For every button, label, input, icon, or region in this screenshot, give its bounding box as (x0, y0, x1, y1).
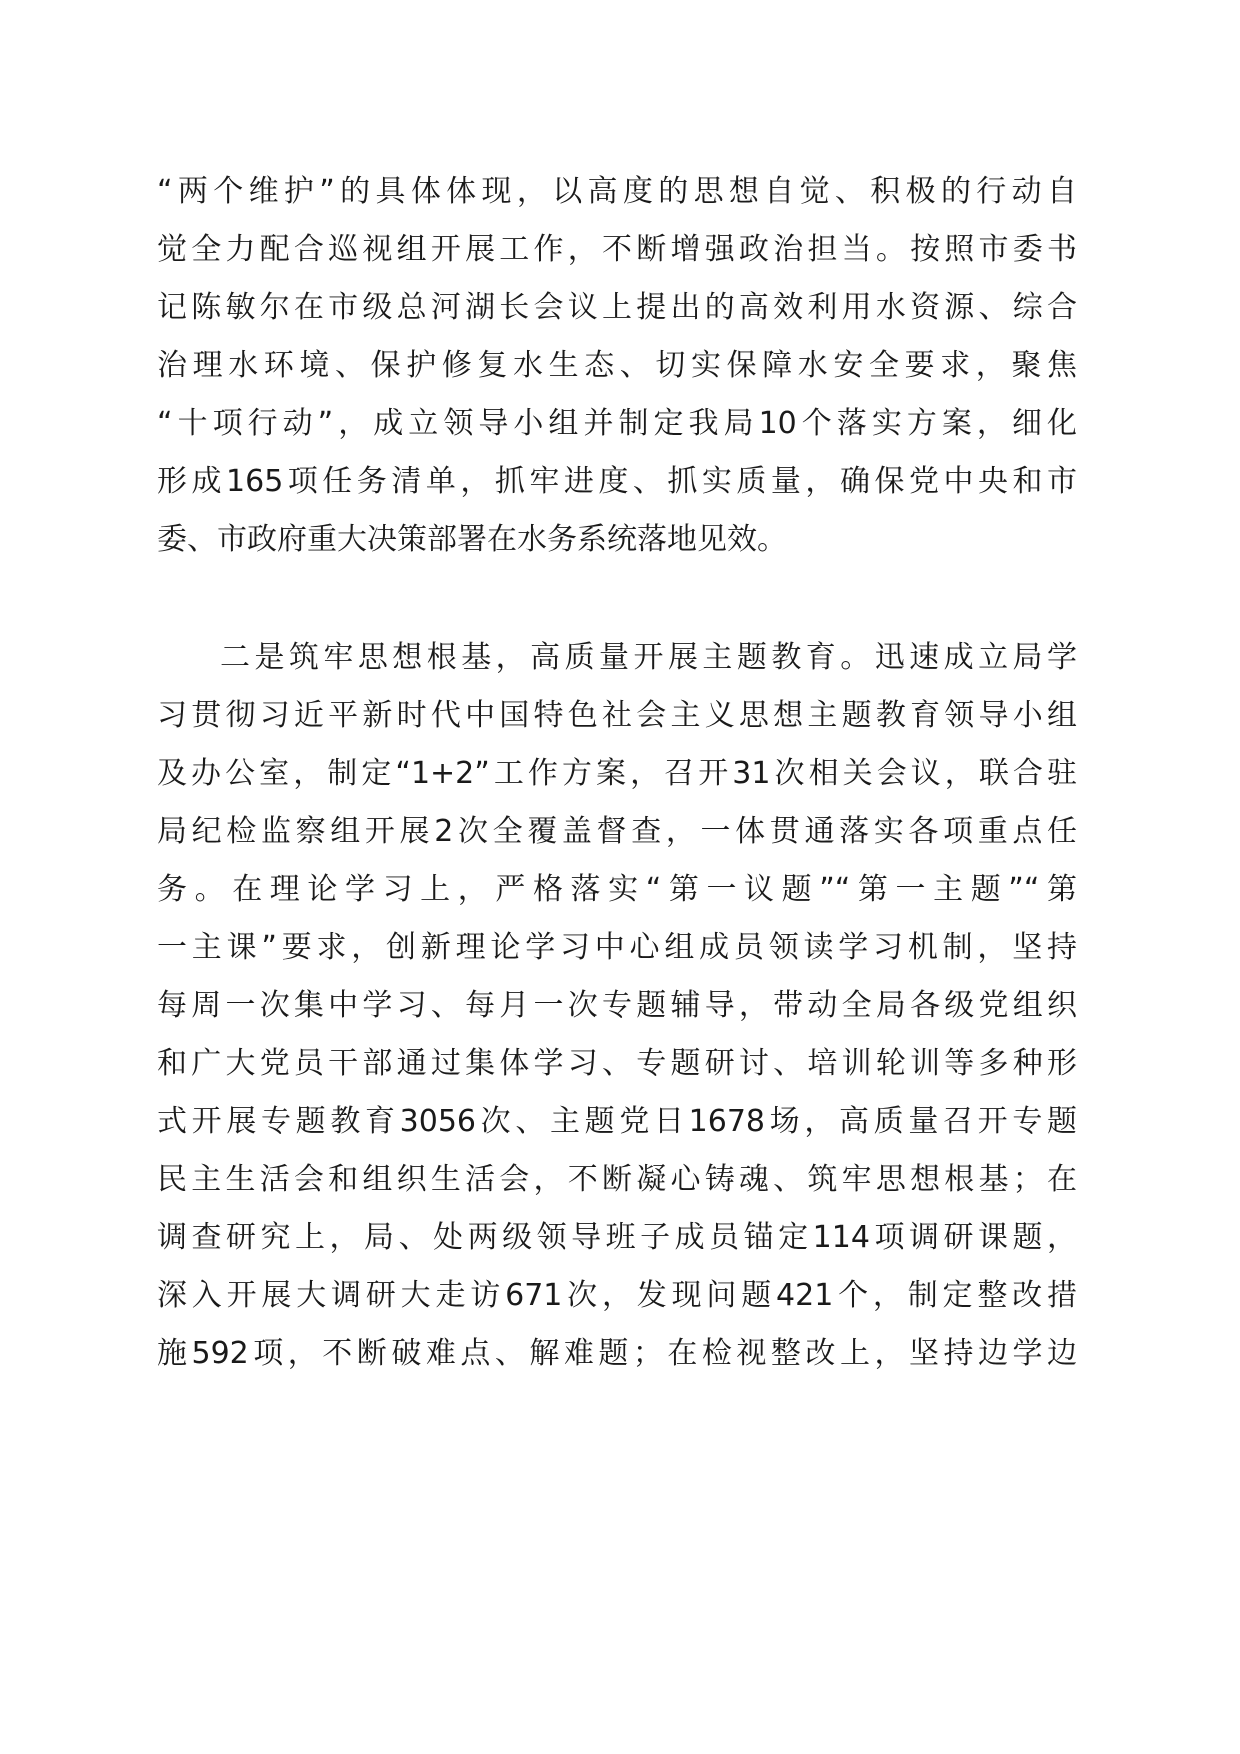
paragraph-1-line-7: 委、市政府重大决策部署在水务系统落地见效。 (157, 522, 787, 557)
paragraph-2-line-3: 及办公室，制定“1+2”工作方案，召开31次相关会议，联合驻 (157, 756, 1077, 791)
paragraph-2-line-9: 式开展专题教育3056次、主题党日1678场，高质量召开专题 (157, 1104, 1077, 1139)
paragraph-2-line-13: 施592项，不断破难点、解难题；在检视整改上，坚持边学边 (157, 1336, 1077, 1371)
paragraph-2-line-8: 和广大党员干部通过集体学习、专题研讨、培训轮训等多种形 (157, 1046, 1077, 1081)
paragraph-1-line-6: 形成165项任务清单，抓牢进度、抓实质量，确保党中央和市 (157, 464, 1077, 499)
paragraph-2-line-5: 务。在理论学习上，严格落实“第一议题”“第一主题”“第 (157, 872, 1077, 907)
paragraph-2-line-10: 民主生活会和组织生活会，不断凝心铸魂、筑牢思想根基；在 (157, 1162, 1077, 1197)
paragraph-2-line-12: 深入开展大调研大走访671次，发现问题421个，制定整改措 (157, 1278, 1077, 1313)
paragraph-1-line-5: “十项行动”，成立领导小组并制定我局10个落实方案，细化 (157, 406, 1077, 441)
paragraph-2-line-4: 局纪检监察组开展2次全覆盖督查，一体贯通落实各项重点任 (157, 814, 1077, 849)
paragraph-2-line-11: 调查研究上，局、处两级领导班子成员锚定114项调研课题， (157, 1220, 1077, 1255)
paragraph-1-line-4: 治理水环境、保护修复水生态、切实保障水安全要求，聚焦 (157, 348, 1077, 383)
paragraph-1-line-1: “两个维护”的具体体现，以高度的思想自觉、积极的行动自 (157, 174, 1077, 209)
paragraph-2-line-7: 每周一次集中学习、每月一次专题辅导，带动全局各级党组织 (157, 988, 1077, 1023)
paragraph-1-line-3: 记陈敏尔在市级总河湖长会议上提出的高效利用水资源、综合 (157, 290, 1077, 325)
paragraph-2-line-6: 一主课”要求，创新理论学习中心组成员领读学习机制，坚持 (157, 930, 1077, 965)
paragraph-2-line-2: 习贯彻习近平新时代中国特色社会主义思想主题教育领导小组 (157, 698, 1077, 733)
paragraph-1-line-2: 觉全力配合巡视组开展工作，不断增强政治担当。按照市委书 (157, 232, 1077, 267)
paragraph-2-line-1: 二是筑牢思想根基，高质量开展主题教育。迅速成立局学 (220, 640, 1077, 675)
